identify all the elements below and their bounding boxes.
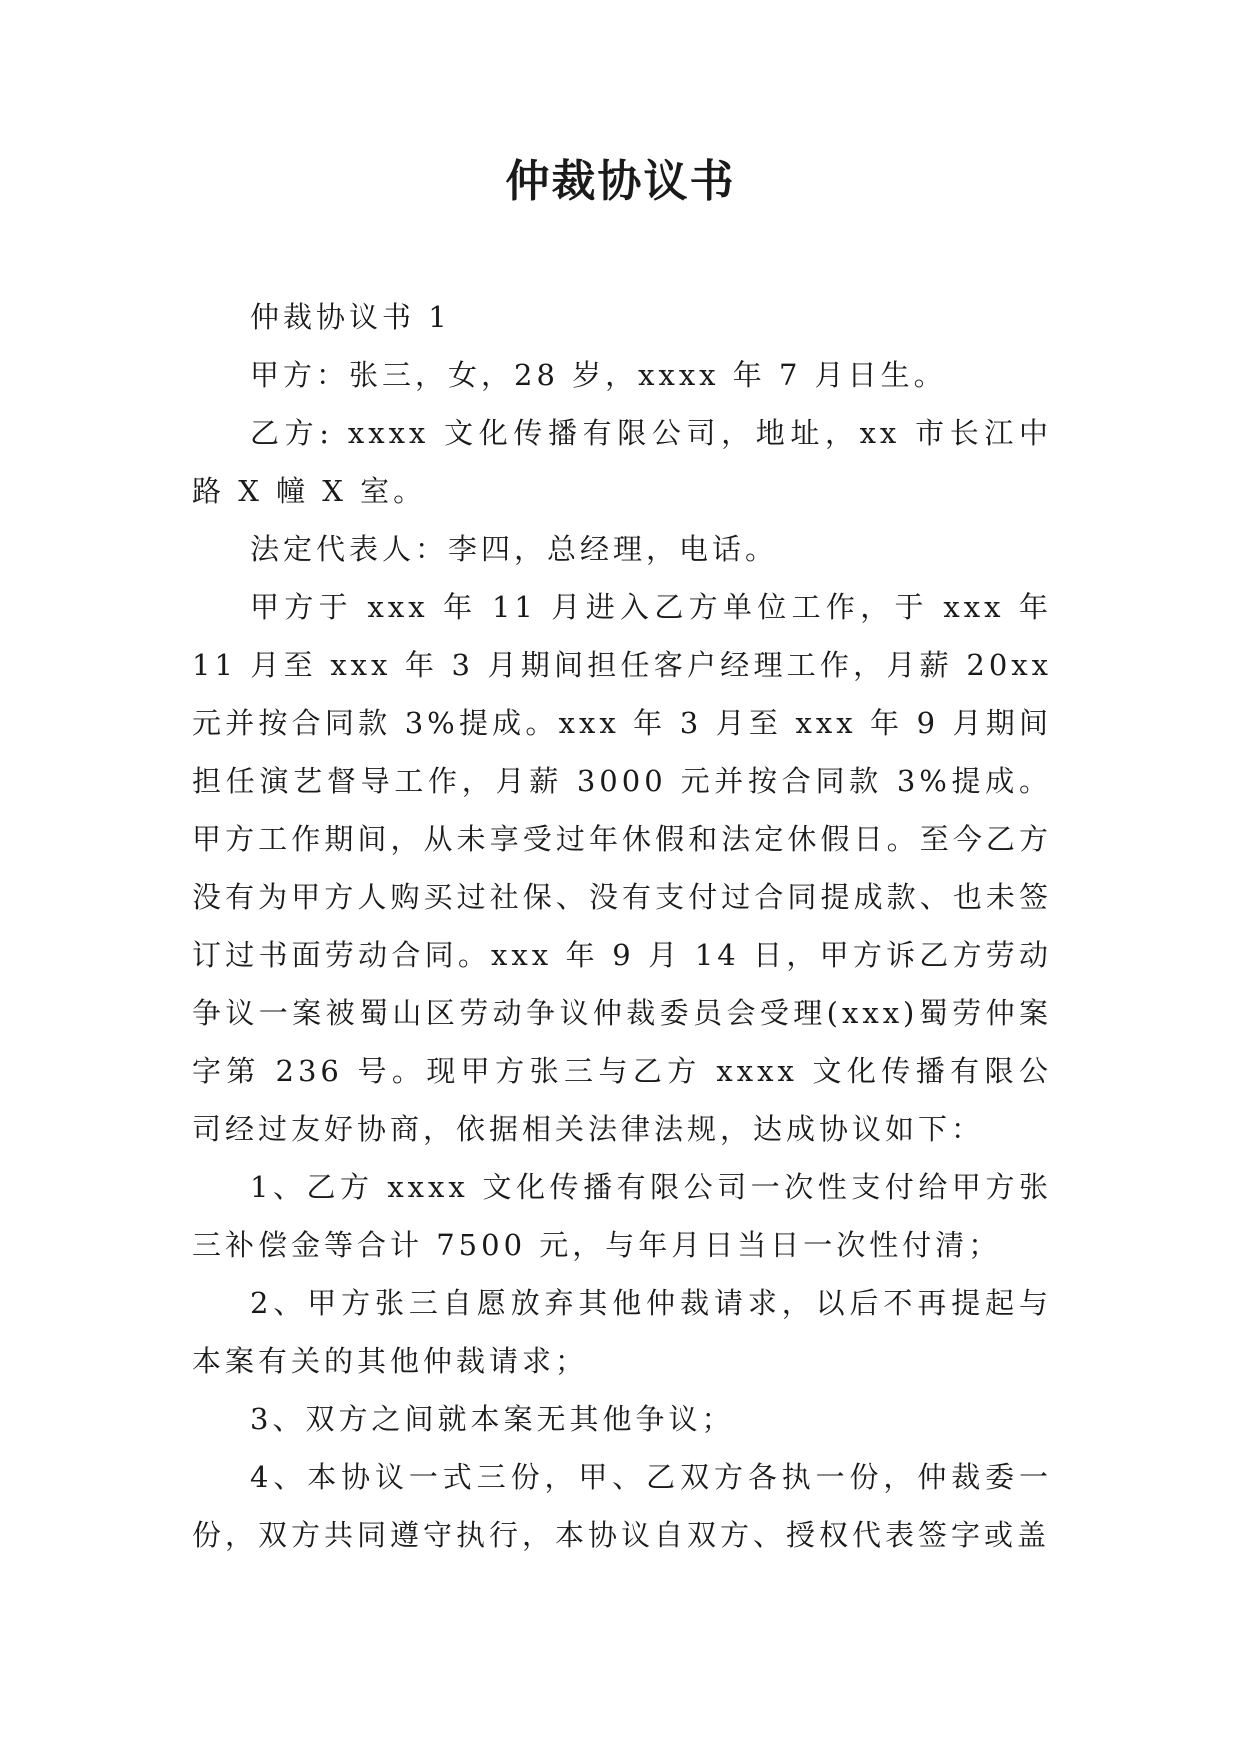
paragraph-legal-representative: 法定代表人：李四，总经理，电话。 [250,532,779,566]
paragraph-clause-3: 3、双方之间就本案无其他争议； [250,1402,735,1436]
paragraph-clause-1: 1、乙方 xxxx 文化传播有限公司一次性支付给甲方张三补偿金等合计 7500 元，与年月日当日一次性付清； [192,1170,1052,1262]
paragraph-heading: 仲裁协议书 1 [250,300,451,334]
paragraph-party-a: 甲方：张三，女，28 岁，xxxx 年 7 月日生。 [250,358,947,392]
document-title: 仲裁协议书 [505,156,736,207]
paragraph-background: 甲方于 xxx 年 11 月进入乙方单位工作，于 xxx 年 11 月至 xxx 年 3 月期间担任客户经理工作，月薪 20xx 元并按合同款 3%提成。xxx 年 3 月至 xxx 年 9 月期间担任演艺督导工作，月薪 3000 元并按合同款 3%提成。甲方工作期间，从未享受过年休假和法定休假日。至今乙方没有为甲方人购买过社保、没有支付过合同提成款、也未签订过书面劳动合同。xxx 年 9 月 14 日，甲方诉乙方劳动争议一案被蜀山区劳动争议仲裁委员会受理(xxx)蜀劳仲案字第 236 号。现甲方张三与乙方 xxxx 文化传播有限公司经过友好协商，依据相关法律法规，达成协议如下： [192,590,1052,1146]
document-body [192,288,1052,1564]
paragraph-clause-4: 4、本协议一式三份，甲、乙双方各执一份，仲裁委一份，双方共同遵守执行，本协议自双方、授权代表签字或盖 [192,1460,1052,1552]
paragraph-party-b: 乙方: xxxx 文化传播有限公司，地址，xx 市长江中路 X 幢 X 室。 [192,416,1052,508]
paragraph-clause-2: 2、甲方张三自愿放弃其他仲裁请求，以后不再提起与本案有关的其他仲裁请求； [192,1286,1052,1378]
